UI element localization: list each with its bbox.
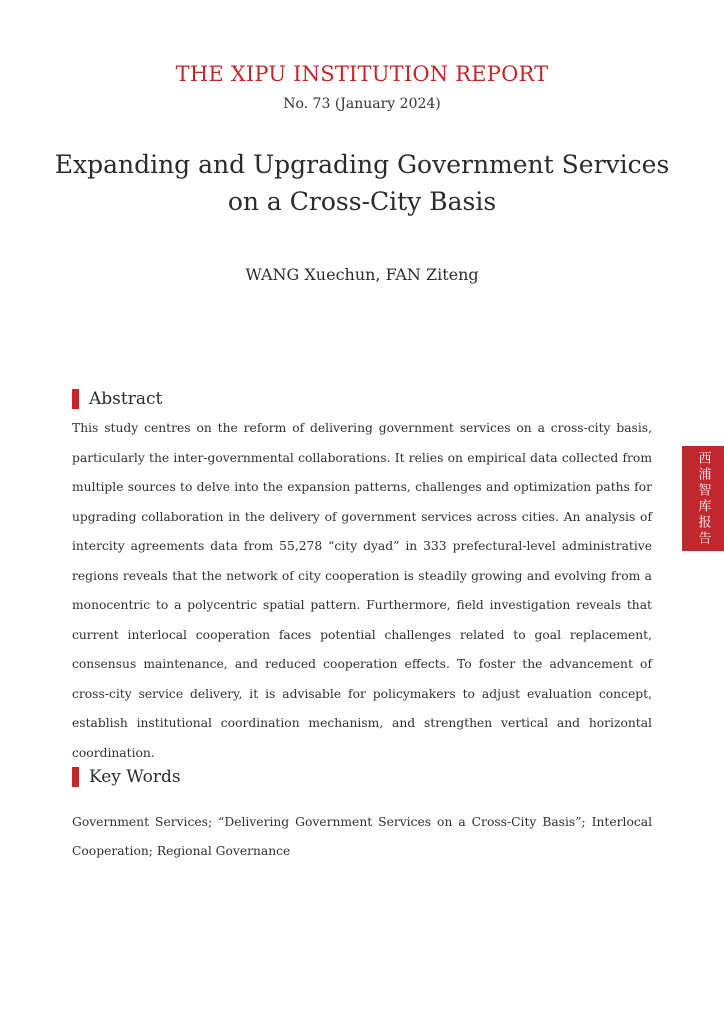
side-tab <box>682 446 724 551</box>
title-line-1: Expanding and Upgrading Government Services <box>54 150 670 179</box>
keywords-heading <box>72 766 181 788</box>
title-line-2: on a Cross-City Basis <box>227 187 497 216</box>
heading-marker <box>72 767 79 787</box>
abstract-heading-label: Abstract <box>89 389 163 409</box>
abstract-heading <box>72 388 162 410</box>
keywords-heading-label: Key Words <box>89 767 181 787</box>
issue-number: No. 73 (January 2024) <box>283 96 441 112</box>
authors: WANG Xuechun, FAN Ziteng <box>245 265 479 284</box>
keywords-text: Government Services; “Delivering Government Services on a Cross-City Basis”; Interlocal Cooperation; Regional Governance <box>72 815 652 858</box>
side-tab-label: 西浦智库报告 <box>695 450 711 547</box>
page-title <box>0 146 724 220</box>
report-series-title: THE XIPU INSTITUTION REPORT <box>175 62 549 86</box>
abstract-text: This study centres on the reform of delivering government services on a cross-city basis, particularly the inter-governmental collaborations. It relies on empirical data collected from multiple sources to delve into the expansion patterns, challenges and optimization paths for upgrading collaboration in the delivery of government services across cities. An analysis of intercity agreements data from 55,278 “city dyad” in 333 prefectural-level administrative regions reveals that the network of city cooperation is steadily growing and evolving from a monocentric to a polycentric spatial pattern. Furthermore, field investigation reveals that current interlocal cooperation faces potential challenges related to goal replacement, consensus maintenance, and reduced cooperation effects. To foster the advancement of cross-city service delivery, it is advisable for policymakers to adjust evaluation concept, establish institutional coordination mechanism, and strengthen vertical and horizontal coordination. <box>72 421 652 760</box>
heading-marker <box>72 389 79 409</box>
